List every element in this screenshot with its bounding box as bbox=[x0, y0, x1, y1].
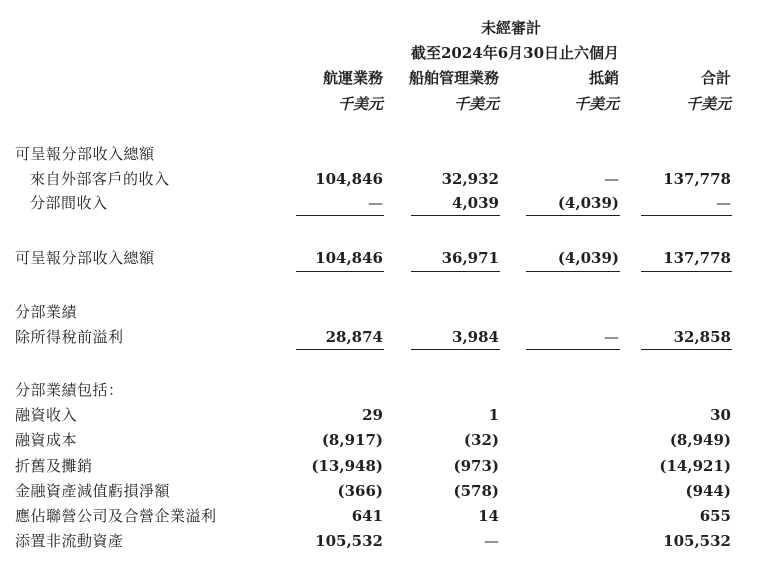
cell-inter-segment-elimination: (4,039) bbox=[557, 194, 619, 212]
cell-revenue-total-ship-management: 36,971 bbox=[441, 249, 499, 267]
row-label-reportable-revenue-heading: 可呈報分部收入總額 bbox=[15, 145, 155, 163]
cell-profit-before-tax-total: 32,858 bbox=[673, 328, 731, 346]
period-heading: 截至2024年6月30日止六個月 bbox=[411, 44, 620, 62]
cell-finance-income-ship-management: 1 bbox=[488, 406, 499, 424]
row-label-segment-results-include: 分部業績包括： bbox=[15, 381, 124, 399]
cell-additions-shipping: 105,532 bbox=[315, 532, 383, 550]
cell-additions-ship-management: — bbox=[484, 532, 499, 550]
col-header-ship-management: 船舶管理業務 bbox=[408, 69, 499, 87]
divider bbox=[411, 271, 500, 272]
divider bbox=[411, 349, 500, 350]
divider bbox=[641, 349, 732, 350]
audit-status-heading: 未經審計 bbox=[481, 19, 542, 37]
cell-external-revenue-ship-management: 32,932 bbox=[441, 170, 499, 188]
row-label-inter-segment-revenue: 分部間收入 bbox=[30, 194, 108, 212]
cell-impairment-ship-management: (578) bbox=[453, 482, 499, 500]
divider bbox=[411, 215, 500, 216]
cell-external-revenue-elimination: — bbox=[604, 170, 619, 188]
cell-revenue-total-elimination: (4,039) bbox=[557, 249, 619, 267]
col-unit-total: 千美元 bbox=[685, 95, 731, 113]
cell-inter-segment-shipping: — bbox=[368, 194, 383, 212]
row-label-finance-costs: 融資成本 bbox=[15, 431, 78, 449]
col-unit-ship-management: 千美元 bbox=[453, 95, 499, 113]
cell-inter-segment-total: — bbox=[716, 194, 731, 212]
cell-finance-income-total: 30 bbox=[710, 406, 731, 424]
row-label-non-current-asset-additions: 添置非流動資產 bbox=[15, 532, 124, 550]
divider bbox=[296, 349, 384, 350]
row-label-external-revenue: 來自外部客戶的收入 bbox=[30, 170, 170, 188]
cell-finance-costs-shipping: (8,917) bbox=[321, 431, 383, 449]
row-label-share-of-associates-profit: 應佔聯營公司及合營企業溢利 bbox=[15, 507, 217, 525]
cell-depreciation-total: (14,921) bbox=[659, 457, 731, 475]
row-label-reportable-revenue-total: 可呈報分部收入總額 bbox=[15, 249, 155, 267]
cell-finance-costs-ship-management: (32) bbox=[463, 431, 499, 449]
col-header-total: 合計 bbox=[700, 69, 731, 87]
cell-inter-segment-ship-management: 4,039 bbox=[452, 194, 499, 212]
row-label-finance-income: 融資收入 bbox=[15, 406, 78, 424]
divider bbox=[296, 215, 384, 216]
cell-external-revenue-shipping: 104,846 bbox=[315, 170, 383, 188]
cell-impairment-total: (944) bbox=[685, 482, 731, 500]
divider bbox=[526, 349, 620, 350]
cell-depreciation-shipping: (13,948) bbox=[311, 457, 383, 475]
cell-impairment-shipping: (366) bbox=[337, 482, 383, 500]
divider bbox=[526, 215, 620, 216]
row-label-depreciation-amortisation: 折舊及攤銷 bbox=[15, 457, 93, 475]
cell-profit-before-tax-elimination: — bbox=[604, 328, 619, 346]
cell-additions-total: 105,532 bbox=[663, 532, 731, 550]
cell-depreciation-ship-management: (973) bbox=[453, 457, 499, 475]
row-label-impairment-losses: 金融資產減值虧損淨額 bbox=[15, 482, 171, 500]
divider bbox=[526, 271, 620, 272]
cell-associates-ship-management: 14 bbox=[478, 507, 499, 525]
cell-associates-shipping: 641 bbox=[351, 507, 383, 525]
cell-profit-before-tax-ship-management: 3,984 bbox=[452, 328, 499, 346]
divider bbox=[641, 271, 732, 272]
col-header-shipping: 航運業務 bbox=[322, 69, 383, 87]
divider bbox=[641, 215, 732, 216]
cell-external-revenue-total: 137,778 bbox=[663, 170, 731, 188]
col-unit-elimination: 千美元 bbox=[573, 95, 619, 113]
col-header-elimination: 抵銷 bbox=[588, 69, 619, 87]
cell-finance-income-shipping: 29 bbox=[362, 406, 383, 424]
row-label-profit-before-tax: 除所得稅前溢利 bbox=[15, 328, 124, 346]
cell-revenue-total-shipping: 104,846 bbox=[315, 249, 383, 267]
cell-revenue-total-total: 137,778 bbox=[663, 249, 731, 267]
col-unit-shipping: 千美元 bbox=[337, 95, 383, 113]
divider bbox=[296, 271, 384, 272]
cell-associates-total: 655 bbox=[699, 507, 731, 525]
cell-finance-costs-total: (8,949) bbox=[669, 431, 731, 449]
row-label-segment-results-heading: 分部業績 bbox=[15, 303, 78, 321]
cell-profit-before-tax-shipping: 28,874 bbox=[325, 328, 383, 346]
